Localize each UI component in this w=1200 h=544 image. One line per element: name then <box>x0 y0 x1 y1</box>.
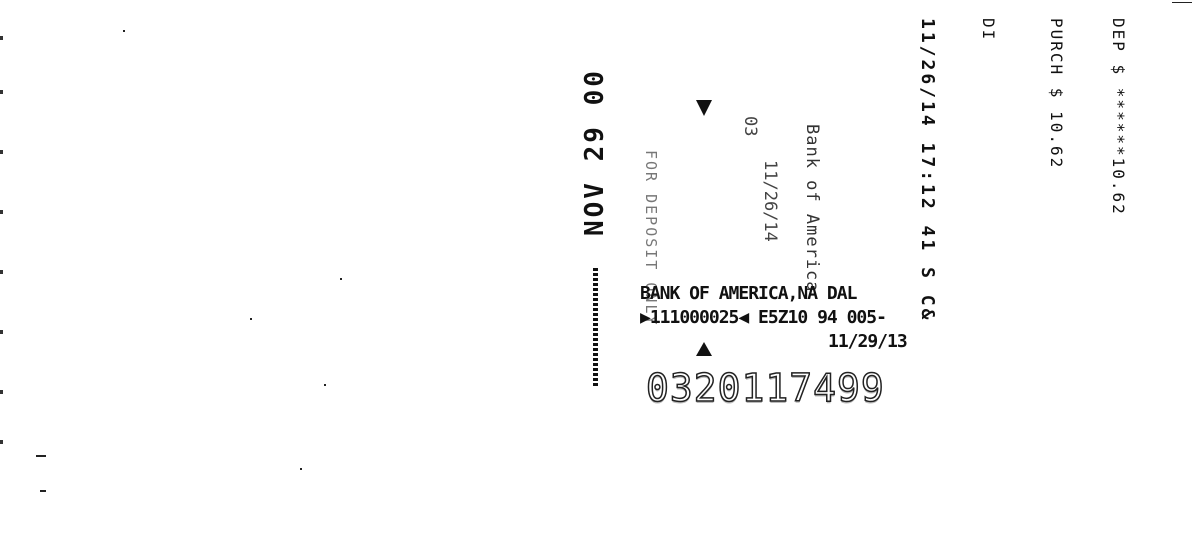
deposit-amount-line: DEP $ ******10.62 <box>1109 18 1128 216</box>
routing-line: ▶111000025◀ E5Z10 94 005- <box>640 307 886 328</box>
edge-mark <box>0 390 3 394</box>
edge-mark <box>0 90 3 94</box>
speck <box>40 490 46 492</box>
bank-name-line: BANK OF AMERICA,NA DAL <box>640 283 857 304</box>
speck <box>1172 2 1192 3</box>
edge-mark <box>0 440 3 444</box>
speck <box>324 384 326 386</box>
speck <box>340 278 342 280</box>
micr-number: 0320117499 <box>646 366 885 410</box>
edge-mark <box>0 150 3 154</box>
stamp-bar <box>593 268 598 386</box>
endorsement-bank-name: Bank of America <box>802 124 822 293</box>
for-deposit-only: FOR DEPOSIT ONLY <box>642 150 660 327</box>
speck <box>250 318 252 320</box>
edge-mark <box>0 330 3 334</box>
edge-mark <box>0 210 3 214</box>
speck <box>300 468 302 470</box>
edge-mark <box>0 270 3 274</box>
triangle-down-icon <box>696 100 712 116</box>
speck <box>36 455 46 457</box>
edge-mark <box>0 36 3 40</box>
vertical-date-stamp: NOV 29 00 <box>580 68 610 236</box>
bank-stamp <box>640 282 907 354</box>
endorsement-date: 11/26/14 <box>760 160 780 242</box>
datetime-line: 11/26/14 17:12 41 S C& <box>917 18 938 323</box>
stamp-date-line: 11/29/13 <box>828 331 907 352</box>
endorsement-code: 03 <box>740 116 760 137</box>
speck <box>123 30 125 32</box>
purchase-amount-line: PURCH $ 10.62 <box>1047 18 1066 170</box>
di-line: DI <box>979 18 998 42</box>
